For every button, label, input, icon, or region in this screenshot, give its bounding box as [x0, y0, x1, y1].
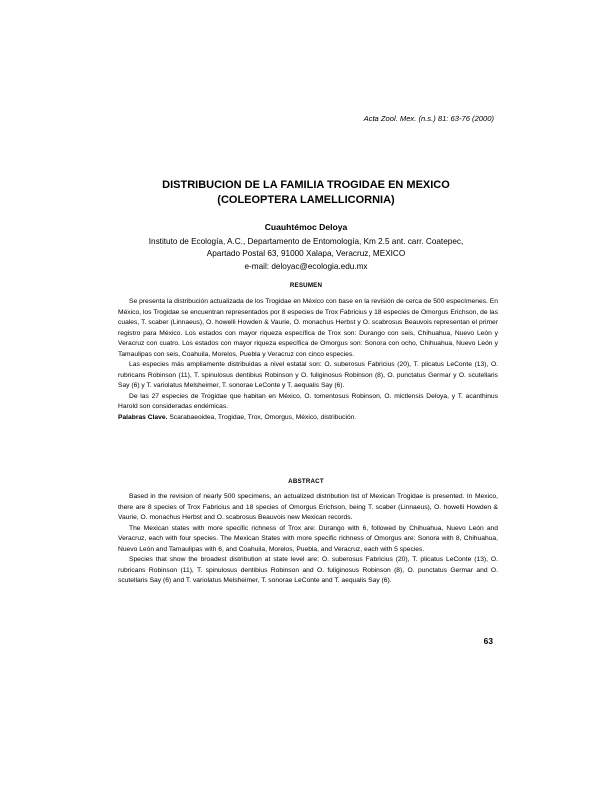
abstract-heading: ABSTRACT: [288, 478, 324, 485]
keywords-text: Scarabaeoidea, Trogidae, Trox, Omorgus, México, distribución.: [169, 414, 357, 422]
resumen-heading: RESUMEN: [289, 282, 323, 289]
resumen-paragraph-1: Se presenta la distribución actualizada de los Trogidae en México con base en la revisión de cerca de 500 especímenes. En México, los Trogidae se encuentran representados por 8 especies de Trox Fabricius y 18 especies de Omorgus Erichson, de las cuales, T. scaber (Linnaeus), O. howelli Howden & Vaurie, O. monachus Herbst y O. scabrosus Beauvois representan el primer registro para México. Los estados con mayor riqueza específica de Trox son: Durango con seis, Chihuahua, Nuevo León y Veracruz con cuatro. Los estados con mayor riqueza específica de Omorgus son: Sonora con ocho, Chihuahua, Nuevo León y Tamaulipas con seis, Coahuila, Morelos, Puebla y Veracruz con cinco especies.: [118, 298, 498, 358]
resumen-paragraph-2: Las especies más ampliamente distribuidas a nivel estatal son: O. suberosus Fabricius (20), T. plicatus LeConte (13), O. rubricans Robinson (11), T. spinulosus dentibius Robinson y O. fuliginosus Robinson (8), O. punctatus Germar y O. scutellaris Say (6) y T. variolatus Melsheimer, T. sonorae LeConte y T. aequalis Say (6).: [118, 361, 498, 390]
author-email: e-mail: deloyac@ecologia.edu.mx: [244, 261, 368, 271]
abstract-paragraph-2: The Mexican states with more specific richness of Trox are: Durango with 6, followed by Chihuahua, Nuevo León and Veracruz, each with four species. The Mexican States with more specific richness of Omorgus are: Sonora with 8, Chihuahua, Nuevo León and Tamaulipas with 6, and Coahuila, Morelos, Puebla, and Veracruz, each with 5 species.: [118, 524, 498, 553]
author-name: Cuauhtémoc Deloya: [264, 222, 348, 232]
affiliation-line-2: Apartado Postal 63, 91000 Xalapa, Veracruz, MEXICO: [206, 249, 406, 259]
abstract-paragraph-1: Based in the revision of nearly 500 specimens, an actualized distribution list of Mexican Trogidae is presented. In Mexico, there are 8 species of Trox Fabricius and 18 species of Omorgus Erichson, being T. scaber (Linnaeus), O. howelli Howden & Vaurie, O. monachus Herbst and O. scabrosus Beauvois new Mexican records.: [118, 493, 498, 522]
abstract-body: [118, 492, 498, 587]
article-title: [0, 178, 612, 208]
abstract-paragraph-3: Species that show the broadest distribution at state level are: O. suberosus Fabricius (20), T. plicatus LeConte (13), O. rubricans Robinson (11), T. spinulosus dentibius Robinson and O. fuliginosus Robinson (8), O. punctatus Germar and O. scutellaris Say (6) and T. variolatus Melsheimer, T. sonorae LeConte and T. aequalis Say (6).: [118, 556, 498, 585]
keywords-line: [118, 413, 498, 424]
page-number: 63: [483, 636, 493, 646]
author-affiliation: [0, 236, 612, 273]
article-title-line-2: (COLEOPTERA LAMELLICORNIA): [217, 194, 395, 206]
resumen-paragraph-3: De las 27 especies de Trogidae que habitan en México, O. tomentosus Robinson, O. mictlensis Deloya, y T. acanthinus Harold son consideradas endémicas.: [118, 392, 498, 411]
resumen-body: [118, 297, 498, 424]
journal-citation: Acta Zool. Mex. (n.s.) 81: 63-76 (2000): [363, 114, 494, 123]
affiliation-line-1: Instituto de Ecología, A.C., Departamento de Entomología, Km 2.5 ant. carr. Coatepec,: [148, 237, 464, 246]
keywords-label: Palabras Clave.: [118, 414, 168, 422]
article-title-line-1: DISTRIBUCION DE LA FAMILIA TROGIDAE EN MEXICO: [162, 179, 450, 191]
